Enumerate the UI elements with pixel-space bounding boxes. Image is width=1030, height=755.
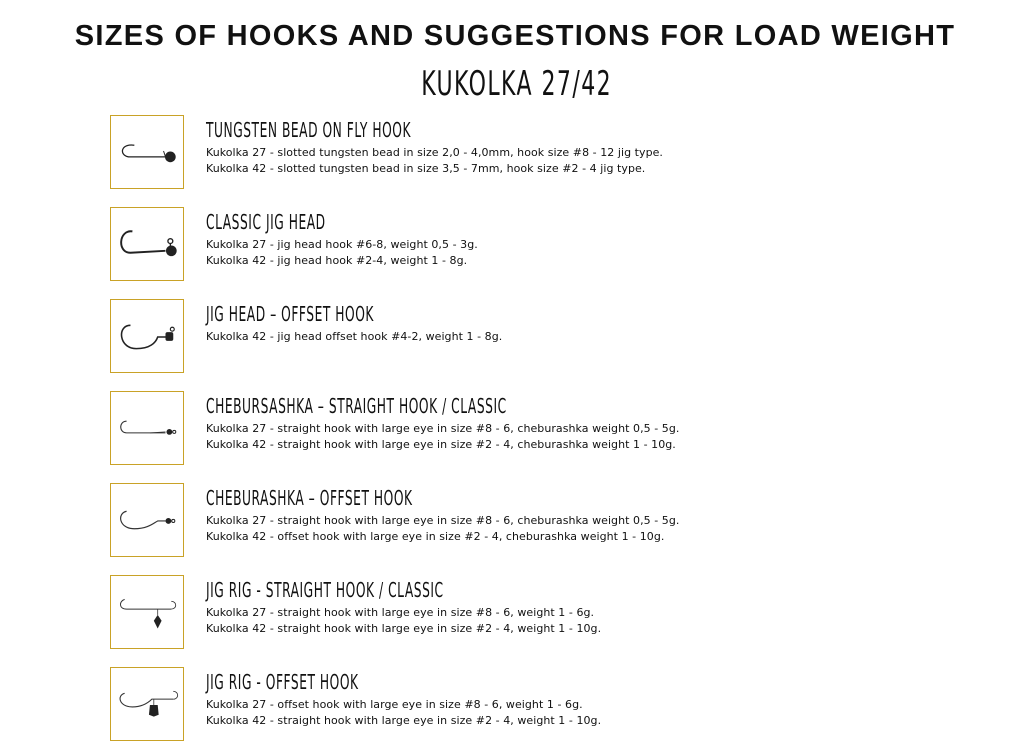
item-line: Kukolka 27 - straight hook with large eye in size #8 - 6, cheburashka weight 0,5 - 5g. [206,514,680,527]
classic-jig-head-icon [111,208,183,280]
hook-item-jig-rig-offset [110,667,910,745]
item-line: Kukolka 42 - straight hook with large eye in size #2 - 4, weight 1 - 10g. [206,622,602,635]
item-line: Kukolka 42 - offset hook with large eye in size #2 - 4, cheburashka weight 1 - 10g. [206,530,665,543]
offset-jig-head-icon [111,300,183,372]
item-title: JIG RIG - STRAIGHT HOOK / CLASSIC [206,578,444,602]
item-title: JIG HEAD – OFFSET HOOK [206,302,374,326]
cheburashka-offset-hook-icon [111,484,183,556]
item-title: CHEBURASHKA – OFFSET HOOK [206,486,413,510]
tungsten-bead-hook-image [110,115,184,189]
item-line: Kukolka 27 - slotted tungsten bead in size 2,0 - 4,0mm, hook size #8 - 12 jig type. [206,146,663,159]
classic-jig-head-image [110,207,184,281]
cheburashka-straight-image [110,391,184,465]
hook-item-cheburashka-straight [110,391,910,469]
tungsten-bead-hook-icon [111,116,183,188]
item-title: CLASSIC JIG HEAD [206,210,326,234]
item-line: Kukolka 42 - jig head offset hook #4-2, weight 1 - 8g. [206,330,503,343]
item-title: TUNGSTEN BEAD ON FLY HOOK [206,118,412,142]
hook-item-tungsten-bead [110,115,910,193]
hook-item-jig-rig-straight [110,575,910,653]
jig-rig-straight-image [110,575,184,649]
jig-rig-offset-hook-icon [111,668,183,740]
cheburashka-straight-hook-icon [111,392,183,464]
item-line: Kukolka 27 - straight hook with large eye in size #8 - 6, cheburashka weight 0,5 - 5g. [206,422,680,435]
item-line: Kukolka 27 - offset hook with large eye in size #8 - 6, weight 1 - 6g. [206,698,583,711]
item-line: Kukolka 42 - straight hook with large eye in size #2 - 4, weight 1 - 10g. [206,714,602,727]
item-line: Kukolka 42 - slotted tungsten bead in size 3,5 - 7mm, hook size #2 - 4 jig type. [206,162,646,175]
offset-jig-head-image [110,299,184,373]
item-line: Kukolka 42 - jig head hook #2-4, weight 1 - 8g. [206,254,468,267]
item-title: JIG RIG - OFFSET HOOK [206,670,359,694]
cheburashka-offset-image [110,483,184,557]
hook-item-cheburashka-offset [110,483,910,561]
hook-item-classic-jig-head [110,207,910,285]
item-line: Kukolka 27 - jig head hook #6-8, weight 0,5 - 3g. [206,238,478,251]
item-title: CHEBURSASHKA – STRAIGHT HOOK / CLASSIC [206,394,507,418]
item-line: Kukolka 42 - straight hook with large eye in size #2 - 4, cheburashka weight 1 - 10g. [206,438,676,451]
hook-item-offset-jig-head [110,299,910,377]
jig-rig-straight-hook-icon [111,576,183,648]
page-title: SIZES OF HOOKS AND SUGGESTIONS FOR LOAD WEIGHT [74,20,956,52]
page-subtitle: KUKOLKA 27/42 [421,64,613,104]
jig-rig-offset-image [110,667,184,741]
item-line: Kukolka 27 - straight hook with large eye in size #8 - 6, weight 1 - 6g. [206,606,595,619]
